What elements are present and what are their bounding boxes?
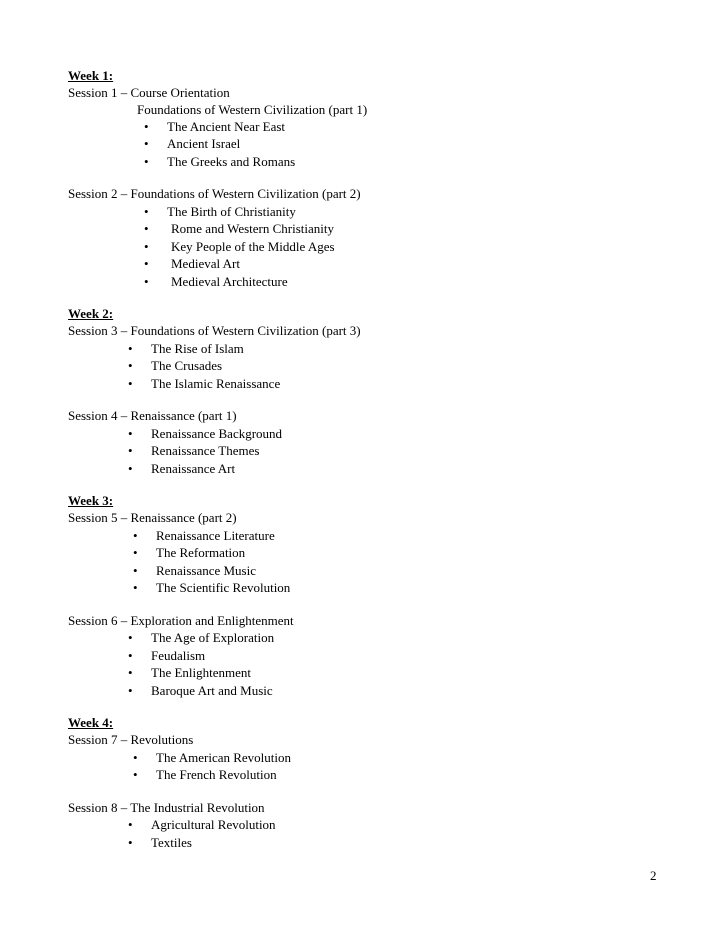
bullet-icon: • [144, 154, 149, 169]
list-item-text: The Scientific Revolution [156, 580, 291, 595]
list-item-text: The Enlightenment [151, 665, 252, 680]
list-item-text: The French Revolution [156, 767, 277, 782]
list-item-text: Ancient Israel [167, 136, 241, 151]
week-heading: Week 1: [68, 68, 114, 83]
bullet-icon: • [128, 443, 133, 458]
session-heading: Session 1 – Course Orientation [68, 85, 230, 100]
bullet-icon: • [128, 358, 133, 373]
list-item-text: Renaissance Music [156, 563, 257, 578]
bullet-icon: • [144, 136, 149, 151]
bullet-icon: • [128, 683, 133, 698]
list-item-text: Feudalism [151, 648, 206, 663]
session-heading: Session 2 – Foundations of Western Civilization (part 2) [68, 186, 361, 201]
bullet-icon: • [133, 750, 138, 765]
session-heading: Session 8 – The Industrial Revolution [68, 800, 265, 815]
list-item-text: The American Revolution [156, 750, 292, 765]
list-item-text: The Ancient Near East [167, 119, 286, 134]
session-heading: Session 5 – Renaissance (part 2) [68, 510, 237, 525]
session-heading: Session 6 – Exploration and Enlightenment [68, 613, 294, 628]
bullet-icon: • [128, 630, 133, 645]
week-heading: Week 3: [68, 493, 114, 508]
list-item-text: The Rise of Islam [151, 341, 244, 356]
list-item-text: The Age of Exploration [151, 630, 275, 645]
list-item-text: Baroque Art and Music [151, 683, 273, 698]
bullet-icon: • [128, 817, 133, 832]
bullet-icon: • [144, 239, 149, 254]
list-item-text: Renaissance Art [151, 461, 236, 476]
bullet-icon: • [144, 256, 149, 271]
list-item-text: Medieval Art [171, 256, 240, 271]
list-item-text: The Birth of Christianity [167, 204, 296, 219]
bullet-icon: • [144, 274, 149, 289]
list-item-text: Medieval Architecture [171, 274, 288, 289]
bullet-icon: • [128, 341, 133, 356]
bullet-icon: • [133, 545, 138, 560]
week-heading: Week 2: [68, 306, 114, 321]
bullet-icon: • [144, 119, 149, 134]
bullet-icon: • [133, 563, 138, 578]
list-item-text: Renaissance Themes [151, 443, 260, 458]
session-heading: Session 4 – Renaissance (part 1) [68, 408, 237, 423]
bullet-icon: • [128, 665, 133, 680]
list-item-text: Renaissance Background [151, 426, 283, 441]
list-item-text: Rome and Western Christianity [171, 221, 334, 236]
bullet-icon: • [144, 204, 149, 219]
session-heading: Session 3 – Foundations of Western Civilization (part 3) [68, 323, 361, 338]
bullet-icon: • [128, 835, 133, 850]
session-heading: Session 7 – Revolutions [68, 732, 194, 747]
bullet-icon: • [144, 221, 149, 236]
bullet-icon: • [133, 528, 138, 543]
week-heading: Week 4: [68, 715, 114, 730]
list-item-text: Agricultural Revolution [151, 817, 276, 832]
bullet-icon: • [133, 767, 138, 782]
list-item-text: Key People of the Middle Ages [171, 239, 335, 254]
bullet-icon: • [133, 580, 138, 595]
page-number: 2 [650, 868, 657, 883]
list-item-text: The Reformation [156, 545, 246, 560]
bullet-icon: • [128, 648, 133, 663]
list-item-text: The Crusades [151, 358, 223, 373]
bullet-icon: • [128, 461, 133, 476]
list-item-text: The Greeks and Romans [167, 154, 296, 169]
bullet-icon: • [128, 376, 133, 391]
bullet-icon: • [128, 426, 133, 441]
list-item-text: The Islamic Renaissance [151, 376, 281, 391]
list-item-text: Renaissance Literature [156, 528, 275, 543]
list-item-text: Textiles [151, 835, 192, 850]
session-subheading: Foundations of Western Civilization (part 1) [137, 102, 368, 117]
